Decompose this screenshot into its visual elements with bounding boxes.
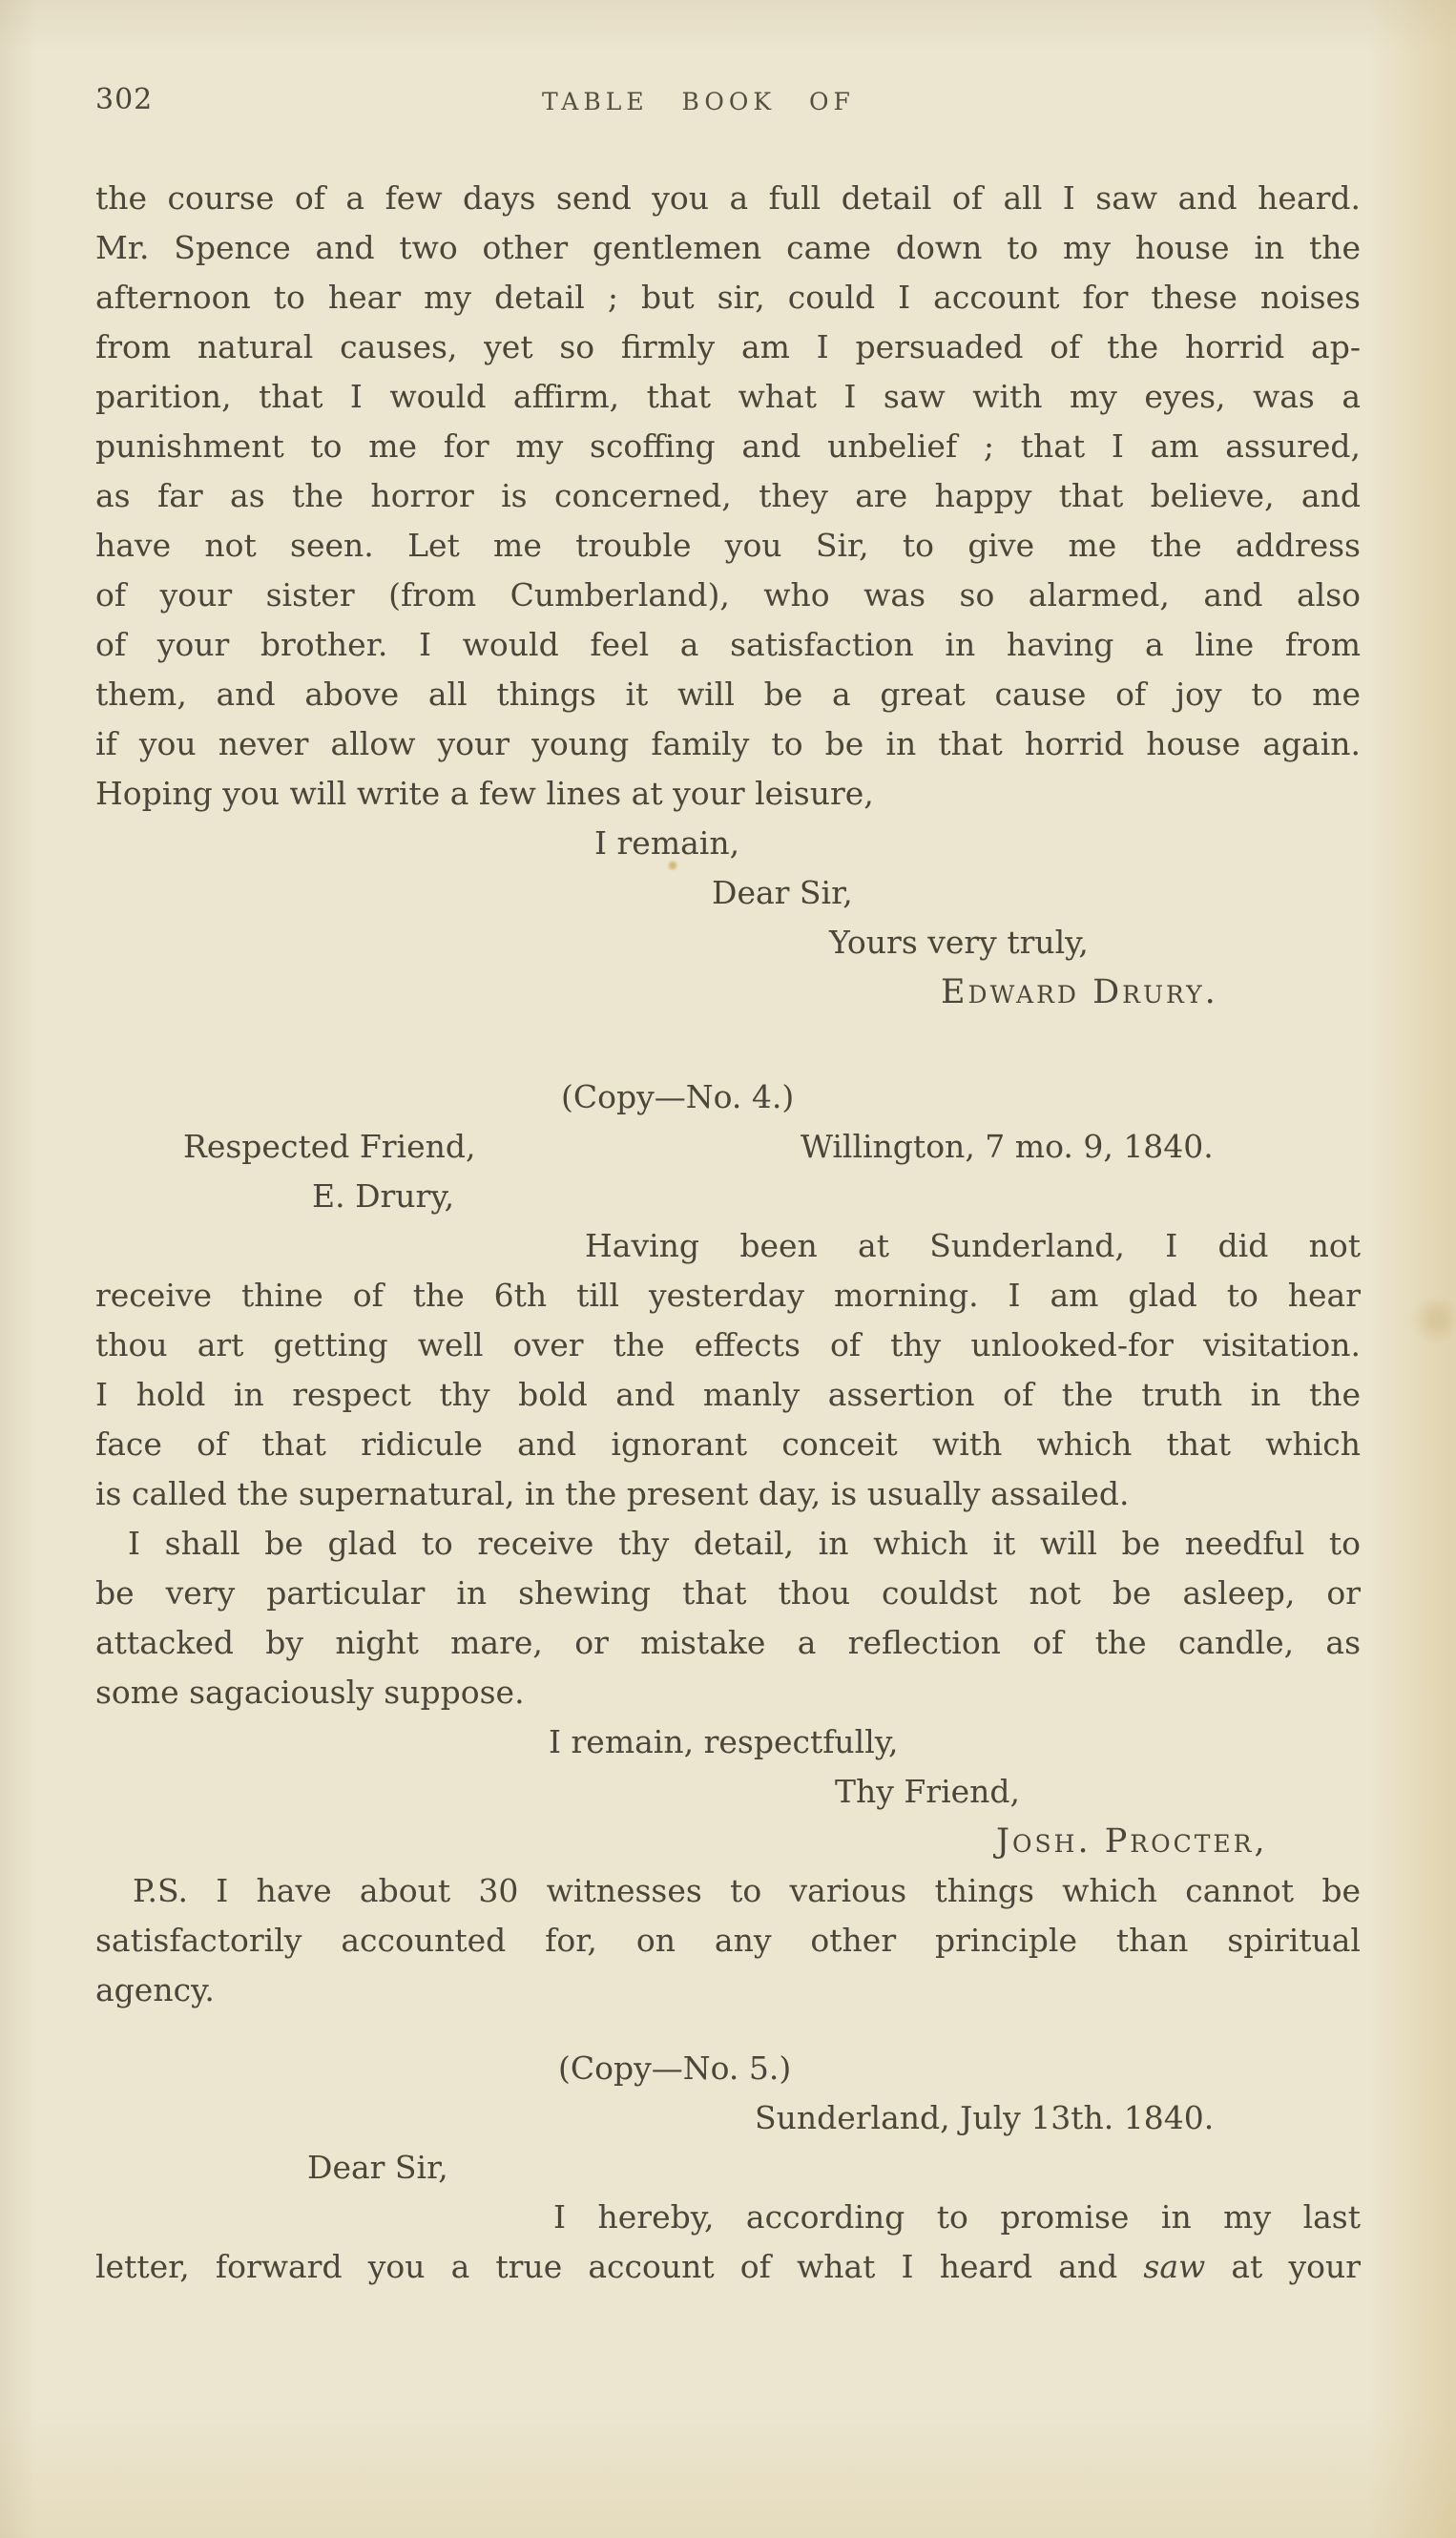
text-line: afternoon to hear my detail ; but sir, could I account for these noises: [95, 279, 1361, 316]
text-line: have not seen. Let me trouble you Sir, to give me the address: [95, 527, 1361, 564]
text-line: I hold in respect thy bold and manly assertion of the truth in the: [95, 1376, 1361, 1413]
text-line: be very particular in shewing that thou couldst not be asleep, or: [95, 1574, 1361, 1612]
text-line: of your sister (from Cumberland), who was so alarmed, and also: [95, 576, 1361, 614]
salutation-dateline-row: [95, 1122, 1361, 1172]
text-line: from natural causes, yet so firmly am I persuaded of the horrid ap-: [95, 328, 1361, 365]
copy-heading: (Copy—No. 4.): [561, 1078, 795, 1115]
text-line: Mr. Spence and two other gentlemen came down to my house in the: [95, 229, 1361, 266]
text-line: punishment to me for my scoffing and unbelief ; that I am assured,: [95, 427, 1361, 465]
page-number: 302: [95, 83, 154, 116]
text-line: attacked by night mare, or mistake a reflection of the candle, as: [95, 1624, 1361, 1661]
text-line: receive thine of the 6th till yesterday morning. I am glad to hear: [95, 1277, 1361, 1314]
closing-line: Dear Sir,: [712, 874, 853, 911]
salutation: Dear Sir,: [307, 2149, 448, 2186]
salutation: Respected Friend,: [183, 1128, 476, 1165]
text-line: I shall be glad to receive thy detail, in which it will be needful to: [128, 1525, 1361, 1562]
dateline: Willington, 7 mo. 9, 1840.: [801, 1128, 1214, 1165]
text-line: [95, 2242, 1361, 2292]
text-line: them, and above all things it will be a great cause of joy to me: [95, 676, 1361, 713]
running-head: [95, 84, 1361, 116]
signature: Edward Drury.: [941, 973, 1218, 1011]
text-line: Hoping you will write a few lines at your leisure,: [95, 775, 874, 812]
text-line: is called the supernatural, in the present day, is usually assailed.: [95, 1475, 1130, 1512]
closing-line: I remain, respectfully,: [549, 1723, 899, 1760]
text-line: the course of a few days send you a full detail of all I saw and heard.: [95, 179, 1361, 217]
page-content: [95, 84, 1361, 2292]
postscript-line: P.S. I have about 30 witnesses to various things which cannot be: [133, 1872, 1361, 1909]
copy5-letter: [95, 2044, 1361, 2292]
closing-line: I remain,: [594, 824, 740, 862]
postscript-line: agency.: [95, 1971, 215, 2008]
drury-letter: [95, 174, 1361, 1017]
italic-word: saw: [1143, 2248, 1206, 2285]
dateline: Sunderland, July 13th. 1840.: [755, 2099, 1215, 2136]
text-line: Having been at Sunderland, I did not: [585, 1227, 1361, 1264]
closing-line: Thy Friend,: [835, 1773, 1021, 1810]
addressee: E. Drury,: [312, 1177, 455, 1215]
procter-letter: [95, 1072, 1361, 2015]
text-segment: letter, forward you a true account of what I heard and: [95, 2248, 1144, 2285]
text-line: of your brother. I would feel a satisfaction in having a line from: [95, 626, 1361, 663]
closing-line: Yours very truly,: [829, 924, 1089, 961]
running-header-title: TABLE BOOK OF: [542, 88, 855, 115]
text-segment: at your: [1205, 2248, 1361, 2285]
postscript-line: satisfactorily accounted for, on any other principle than spiritual: [95, 1922, 1361, 1959]
text-line: I hereby, according to promise in my last: [553, 2198, 1361, 2236]
text-line: thou art getting well over the effects of thy unlooked-for visitation.: [95, 1326, 1361, 1363]
text-line: parition, that I would affirm, that what I saw with my eyes, was a: [95, 378, 1361, 415]
signature: Josh. Procter,: [996, 1822, 1268, 1861]
text-line: if you never allow your young family to be in that horrid house again.: [95, 725, 1361, 762]
text-line: face of that ridicule and ignorant conceit with which that which: [95, 1425, 1361, 1463]
copy-heading: (Copy—No. 5.): [558, 2049, 792, 2087]
text-line: some sagaciously suppose.: [95, 1674, 525, 1711]
text-line: as far as the horror is concerned, they are happy that believe, and: [95, 477, 1361, 514]
